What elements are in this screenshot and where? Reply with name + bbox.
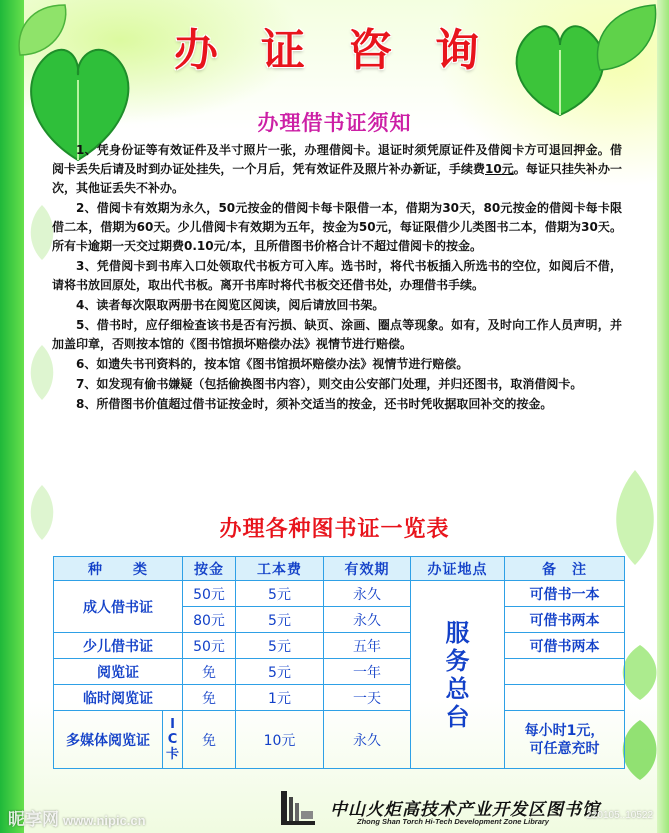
row-multimedia-note	[505, 711, 625, 769]
row-reading-valid: 一年	[324, 659, 411, 685]
notice-heading: 办理借书证须知	[257, 111, 412, 135]
library-logo-icon	[279, 787, 317, 827]
notice-item-1-tail: 。每证只挂失补办一次，其他证丢失不补办。	[52, 162, 622, 195]
row-temp-deposit: 免	[183, 685, 236, 711]
place-char-3: 总	[445, 674, 470, 703]
table-row	[54, 659, 625, 685]
notice-item-1-text: 1、凭身份证等有效证件及半寸照片一张，办理借阅卡。退证时须凭原证件及借阅卡方可退回押金。借阅卡丢失后请及时到办证处挂失，一个月后，凭有效证件及照片补办新证，手续费	[52, 143, 622, 176]
row-child-deposit: 50元	[183, 633, 236, 659]
row-child-name: 少儿借书证	[54, 633, 183, 659]
row-adult-valid-1: 永久	[324, 581, 411, 607]
row-adult-note-2: 可借书两本	[505, 607, 625, 633]
notice-item-2: 2、借阅卡有效期为永久，50元按金的借阅卡每卡限借一本，借期为30天，80元按金的借阅卡每卡限借二本，借期为60天。少儿借阅卡有效期为五年，按金为50元，每证限借少儿类图书二本，借期为30天。所有卡逾期一天交过期费0.10元/本，且所借图书价格合计不超过借阅卡的按金。	[52, 201, 622, 253]
row-reading-name: 阅览证	[54, 659, 183, 685]
place-char-4: 台	[445, 702, 470, 731]
row-adult-note-1: 可借书一本	[505, 581, 625, 607]
table-heading: 办理各种图书证一览表	[219, 517, 450, 542]
watermark-brand	[8, 805, 146, 830]
watermark-brand-text: 昵享网	[8, 810, 59, 829]
row-multimedia-fee: 10元	[236, 711, 324, 769]
header-deposit: 按金	[183, 557, 236, 581]
note-line-2: 可任意充时	[529, 740, 600, 757]
notice-item-4: 4、读者每次限取两册书在阅览区阅读，阅后请放回书架。	[76, 298, 385, 312]
notice-item-1	[52, 141, 622, 198]
place-char-1: 服	[445, 618, 470, 647]
ic-char-1: I	[170, 717, 175, 732]
row-temp-name: 临时阅览证	[54, 685, 183, 711]
header-place: 办证地点	[411, 557, 505, 581]
watermark-id: 220105..10522	[586, 810, 653, 821]
header-type: 种 类	[54, 557, 183, 581]
header-valid: 有效期	[324, 557, 411, 581]
header-fee: 工本费	[236, 557, 324, 581]
row-child-note: 可借书两本	[505, 633, 625, 659]
table-row	[54, 711, 625, 769]
row-reading-note	[505, 659, 625, 685]
notice-body	[52, 141, 622, 415]
service-desk-cell	[411, 581, 505, 769]
row-reading-fee: 5元	[236, 659, 324, 685]
table-row	[54, 581, 625, 607]
notice-item-6: 6、如遗失书刊资料的，按本馆《图书馆损坏赔偿办法》视情节进行赔偿。	[76, 357, 469, 371]
row-temp-valid: 一天	[324, 685, 411, 711]
place-char-2: 务	[445, 646, 470, 675]
ic-char-3: 卡	[165, 747, 179, 762]
notice-item-5: 5、借书时，应仔细检查该书是否有污损、缺页、涂画、圈点等现象。如有，及时向工作人员声明，并加盖印章，否则按本馆的《图书馆损坏赔偿办法》视情节进行赔偿。	[52, 318, 622, 351]
ic-char-2: C	[167, 732, 178, 747]
row-adult-fee-1: 5元	[236, 581, 324, 607]
notice-item-3: 3、凭借阅卡到书库入口处领取代书板方可入库。选书时，将代书板插入所选书的空位，如阅后不借，请将书放回原处，取出代书板。离开书库时将代书板交还借书处，办理借书手续。	[52, 259, 622, 292]
notice-item-7: 7、如发现有偷书嫌疑（包括偷换图书内容），则交由公安部门处理，并归还图书，取消借阅卡。	[76, 377, 583, 391]
library-name-en: Zhong Shan Torch Hi-Tech Development Zone Library	[357, 817, 549, 826]
table-header-row	[54, 557, 625, 581]
row-multimedia-name: 多媒体阅览证	[54, 711, 163, 769]
row-adult-name: 成人借书证	[54, 581, 183, 633]
row-multimedia-deposit: 免	[183, 711, 236, 769]
notice-item-1-fee: 10元	[485, 162, 514, 176]
row-adult-fee-2: 5元	[236, 607, 324, 633]
notice-item-8: 8、所借图书价值超过借书证按金时，须补交适当的按金，还书时凭收据取回补交的按金。	[76, 397, 553, 411]
watermark-url: www.nipic.cn	[63, 813, 146, 828]
row-temp-fee: 1元	[236, 685, 324, 711]
note-line-1: 每小时1元，	[524, 722, 605, 739]
row-temp-note	[505, 685, 625, 711]
table-row	[54, 685, 625, 711]
table-row	[54, 633, 625, 659]
library-name-cn: 中山火炬高技术产业开发区图书馆	[330, 800, 600, 819]
header-note: 备 注	[505, 557, 625, 581]
row-child-valid: 五年	[324, 633, 411, 659]
row-adult-valid-2: 永久	[324, 607, 411, 633]
row-multimedia-sub	[163, 711, 183, 769]
page-title: 办 证 咨 询	[174, 26, 495, 75]
card-types-table	[53, 556, 625, 769]
row-child-fee: 5元	[236, 633, 324, 659]
row-reading-deposit: 免	[183, 659, 236, 685]
row-adult-deposit-80: 80元	[183, 607, 236, 633]
row-multimedia-valid: 永久	[324, 711, 411, 769]
row-adult-deposit-50: 50元	[183, 581, 236, 607]
